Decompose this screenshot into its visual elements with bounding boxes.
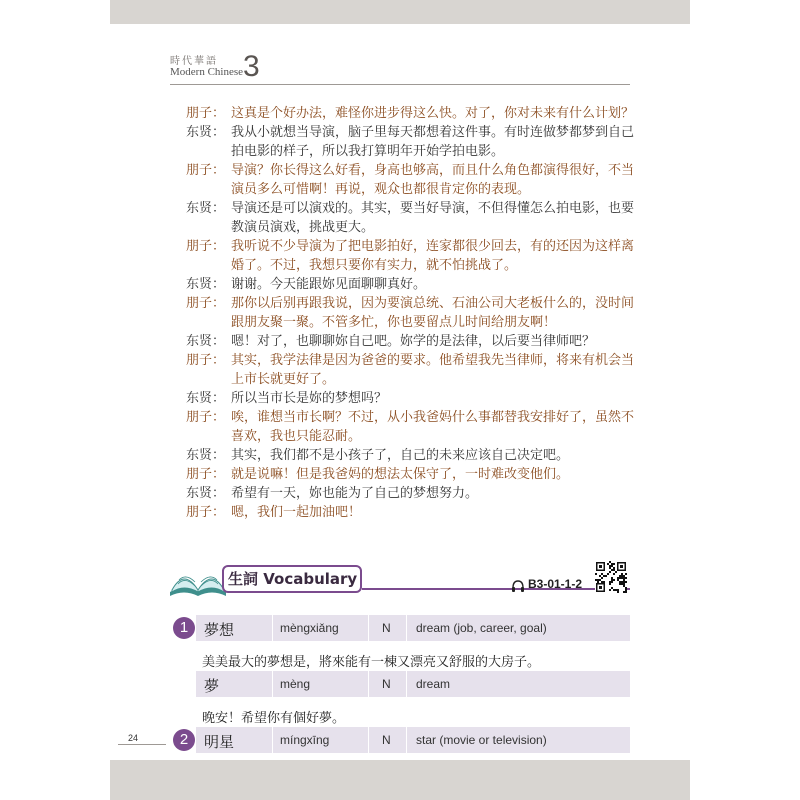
dialogue-line — [186, 503, 646, 522]
qr-module — [601, 577, 603, 579]
qr-module — [611, 563, 613, 565]
dialogue-text: 那你以后别再跟我说，因为要演总统、石油公司大老板什么的，没时间跟朋友聚一聚。不管多忙，你也要留点儿时间给朋友啊！ — [231, 296, 635, 330]
qr-module — [621, 573, 623, 575]
speaker-label: 东贤： — [186, 334, 226, 349]
speaker-label: 东贤： — [186, 448, 226, 463]
dialogue-line — [186, 351, 646, 389]
qr-module — [611, 581, 613, 583]
qr-module — [611, 587, 613, 589]
qr-module — [611, 565, 613, 567]
speaker-label: 朋子： — [186, 163, 226, 178]
dialogue-line — [186, 446, 646, 465]
qr-module — [617, 591, 619, 593]
speaker-label: 朋子： — [186, 239, 226, 254]
vocab-column-divider — [272, 615, 273, 641]
qr-module — [621, 581, 623, 583]
vocab-definition: dream (job, career, goal) — [416, 621, 547, 635]
qr-module — [613, 579, 615, 581]
qr-module — [621, 577, 623, 579]
qr-module — [609, 583, 611, 585]
dialogue-text: 希望有一天，妳也能为了自己的梦想努力。 — [231, 486, 479, 501]
speaker-label: 朋子： — [186, 106, 226, 121]
vocabulary-heading: 生詞 Vocabulary — [228, 570, 358, 588]
speaker-label: 朋子： — [186, 410, 226, 425]
vocab-column-divider — [272, 671, 273, 697]
vocab-example-sentence: 晚安！希望你有個好夢。 — [202, 711, 346, 726]
qr-module — [599, 565, 602, 568]
qr-module — [621, 583, 623, 585]
qr-module — [617, 579, 619, 581]
vocab-word: 夢 — [204, 677, 220, 695]
qr-module — [613, 567, 615, 569]
qr-module — [607, 563, 609, 565]
vocab-example-sentence: 美美最大的夢想是，將來能有一棟又漂亮又舒服的大房子。 — [202, 655, 541, 670]
vocab-part-of-speech: N — [382, 733, 391, 747]
qr-module — [607, 573, 609, 575]
speaker-label: 东贤： — [186, 201, 226, 216]
qr-module — [623, 579, 625, 581]
qr-module — [613, 589, 615, 591]
dialogue-line — [186, 408, 646, 446]
page-number: 24 — [128, 733, 139, 743]
qr-module — [617, 577, 619, 579]
dialogue — [186, 104, 646, 522]
dialogue-text: 嗯，我们一起加油吧！ — [231, 505, 362, 520]
qr-module — [597, 581, 599, 583]
dialogue-text: 嗯！对了，也聊聊妳自己吧。妳学的是法律，以后要当律师吧？ — [231, 334, 596, 349]
vocab-column-divider — [406, 727, 407, 753]
qr-module — [619, 575, 621, 577]
page-bottom-margin — [110, 760, 690, 800]
vocab-pinyin: mèng — [280, 677, 311, 691]
qr-module — [611, 577, 613, 579]
qr-module — [623, 591, 625, 593]
qr-module — [605, 575, 607, 577]
speaker-label: 东贤： — [186, 125, 226, 140]
dialogue-line — [186, 275, 646, 294]
vocab-definition: dream — [416, 677, 451, 691]
vocab-column-divider — [272, 727, 273, 753]
speaker-label: 东贤： — [186, 277, 226, 292]
dialogue-text: 我听说不少导演为了把电影拍好，连家都很少回去，有的还因为这样离婚了。不过，我想只要你有实力，就不怕挑战了。 — [231, 239, 635, 273]
audio-track-code: B3-01-1-2 — [528, 577, 583, 591]
speaker-label: 东贤： — [186, 391, 226, 406]
qr-module — [599, 575, 601, 577]
dialogue-text: 这真是个好办法，难怪你进步得这么快。对了，你对未来有什么计划？ — [231, 106, 635, 121]
vocab-part-of-speech: N — [382, 621, 391, 635]
series-title-chinese: 時代華語 — [170, 56, 218, 67]
vocab-column-divider — [368, 671, 369, 697]
page-number-rule — [118, 744, 166, 745]
dialogue-line — [186, 294, 646, 332]
open-book-icon — [168, 562, 228, 598]
dialogue-text: 我从小就想当导演，脑子里每天都想着这件事。有时连做梦都梦到自己拍电影的样子，所以我打算明年开始学拍电影。 — [231, 125, 635, 159]
dialogue-text: 谢谢。今天能跟妳见面聊聊真好。 — [231, 277, 427, 292]
qr-module — [611, 569, 613, 571]
qr-module — [623, 575, 625, 577]
qr-module — [603, 575, 605, 577]
dialogue-line — [186, 161, 646, 199]
qr-module — [623, 583, 625, 585]
dialogue-line — [186, 237, 646, 275]
qr-module — [623, 585, 625, 587]
qr-module — [615, 589, 617, 591]
dialogue-line — [186, 465, 646, 484]
qr-module — [619, 577, 621, 579]
qr-module — [601, 573, 603, 575]
qr-module — [609, 581, 611, 583]
qr-module — [613, 573, 615, 575]
page-top-margin — [110, 0, 690, 24]
qr-module — [601, 581, 603, 583]
qr-module — [597, 579, 599, 581]
vocab-pinyin: míngxīng — [280, 733, 330, 747]
qr-module — [615, 571, 617, 573]
qr-module — [613, 569, 615, 571]
qr-module — [609, 571, 611, 573]
vocab-part-of-speech: N — [382, 677, 391, 691]
vocab-pinyin: mèngxiǎng — [280, 621, 339, 635]
qr-module — [623, 577, 625, 579]
vocab-row — [196, 671, 630, 697]
qr-code[interactable] — [595, 561, 627, 593]
qr-module — [595, 573, 597, 575]
qr-module — [625, 581, 627, 583]
dialogue-line — [186, 199, 646, 237]
dialogue-text: 所以当市长是妳的梦想吗？ — [231, 391, 388, 406]
series-title-english: Modern Chinese — [170, 66, 244, 78]
vocab-column-divider — [406, 671, 407, 697]
qr-module — [599, 579, 601, 581]
vocab-number-badge: 1 — [173, 617, 195, 639]
qr-module — [619, 583, 621, 585]
headphone-icon — [512, 580, 524, 592]
qr-module — [625, 589, 627, 591]
qr-module — [609, 589, 611, 591]
vocab-word: 明星 — [204, 733, 235, 751]
vocab-column-divider — [406, 615, 407, 641]
vocab-number-badge: 2 — [173, 729, 195, 751]
dialogue-line — [186, 389, 646, 408]
dialogue-text: 其实，我们都不是小孩子了，自己的未来应该自己决定吧。 — [231, 448, 570, 463]
dialogue-text: 其实，我学法律是因为爸爸的要求。他希望我先当律师，将来有机会当上市长就更好了。 — [231, 353, 635, 387]
header-divider — [170, 84, 630, 85]
qr-module — [613, 563, 615, 565]
qr-module — [595, 579, 597, 581]
speaker-label: 朋子： — [186, 467, 226, 482]
vocab-word: 夢想 — [204, 621, 235, 639]
dialogue-text: 就是说嘛！但是我爸妈的想法太保守了，一时难改变他们。 — [231, 467, 570, 482]
speaker-label: 朋子： — [186, 353, 226, 368]
dialogue-line — [186, 332, 646, 351]
qr-module — [625, 591, 627, 593]
vocab-column-divider — [368, 615, 369, 641]
qr-module — [609, 567, 611, 569]
vocab-row — [196, 727, 630, 753]
qr-module — [625, 587, 627, 589]
dialogue-text: 唉，谁想当市长啊？不过，从小我爸妈什么事都替我安排好了，虽然不喜欢，我也只能忍耐。 — [231, 410, 635, 444]
qr-module — [611, 579, 613, 581]
qr-module — [599, 586, 602, 589]
vocabulary-heading-rule — [362, 588, 630, 590]
vocab-definition: star (movie or television) — [416, 733, 547, 747]
qr-module — [617, 589, 619, 591]
qr-module — [609, 561, 611, 563]
speaker-label: 东贤： — [186, 486, 226, 501]
speaker-label: 朋子： — [186, 296, 226, 311]
qr-module — [620, 565, 623, 568]
qr-module — [609, 565, 611, 567]
qr-module — [623, 581, 625, 583]
dialogue-text: 导演？你长得这么好看，身高也够高，而且什么角色都演得很好，不当演员多么可惜啊！再说，观众也都很肯定你的表现。 — [231, 163, 635, 197]
dialogue-text: 导演还是可以演戏的。其实，要当好导演，不但得懂怎么拍电影，也要教演员演戏，挑战更大。 — [231, 201, 635, 235]
vocab-row — [196, 615, 630, 641]
speaker-label: 朋子： — [186, 505, 226, 520]
vocab-column-divider — [368, 727, 369, 753]
qr-module — [621, 575, 623, 577]
dialogue-line — [186, 104, 646, 123]
qr-module — [625, 577, 627, 579]
dialogue-line — [186, 123, 646, 161]
qr-module — [619, 581, 621, 583]
dialogue-line — [186, 484, 646, 503]
volume-number: 3 — [243, 50, 260, 83]
qr-module — [603, 581, 605, 583]
qr-module — [625, 573, 627, 575]
